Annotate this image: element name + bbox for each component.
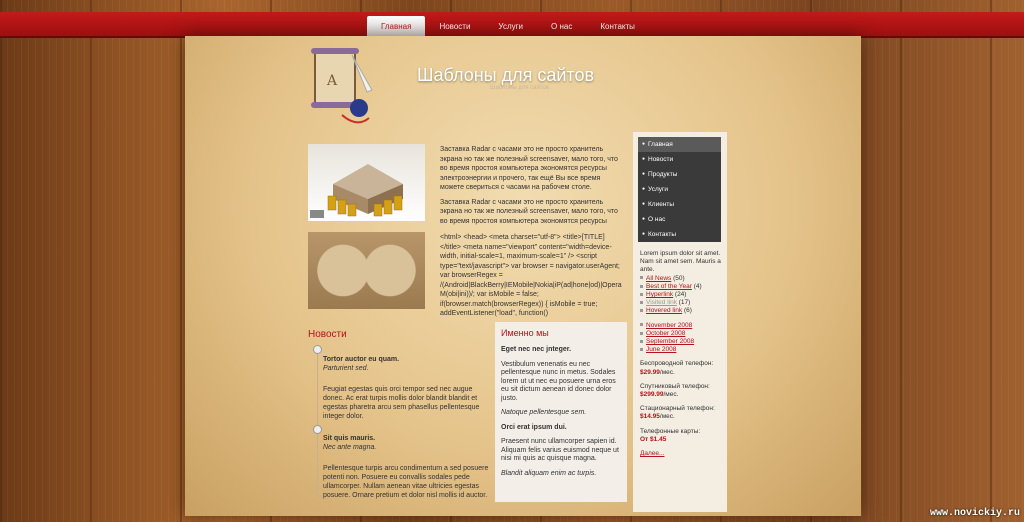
price-item xyxy=(640,360,725,376)
code-snippet: <html> <head> <meta charset="utf-8"> <title>[TITLE]</title> <meta name="viewport" content="width=device-width, initial-scale=1, maximum-scale=1" /> <script type="text/javascript"> var browser = navigator.userAgent; var browserRegex = /(Android|BlackBerry|IEMobile|Nokia|iP(ad|hone|od)|Opera M(obi|ini))/; var isMobile = false; if(browser.match(browserRegex)) { isMobile = true; addEventListener("load", function() xyxy=(440,234,622,317)
category-count: (6) xyxy=(683,307,692,315)
archive-link[interactable]: October 2008 xyxy=(646,329,686,337)
news-item-heading: Tortor auctor eu quam. xyxy=(323,356,400,363)
about-bold-2: Orci erat ipsum dui. xyxy=(501,423,567,431)
nav-contacts[interactable]: Контакты xyxy=(600,22,635,31)
site-title: Шаблоны для сайтов xyxy=(417,65,595,85)
price-unit: /мес. xyxy=(659,413,675,421)
intro-text xyxy=(440,145,620,231)
about-italic-2: Blandit aliquam enim ac turpis. xyxy=(501,469,597,477)
about-paragraph-1: Vestibulum venenatis eu nec pellentesque nunc in metus. Sodales lorem ut ut nec eu posuere urna eros eu sit dictum aenean id donec dolor justo. xyxy=(501,360,616,402)
news-item-subtitle: Nec ante magna. xyxy=(323,444,377,451)
price-value: $14.95 xyxy=(640,413,660,421)
archive-list xyxy=(640,322,725,355)
nav-home[interactable]: Главная xyxy=(367,16,425,38)
about-heading: Именно мы xyxy=(501,328,549,338)
category-link[interactable]: Hovered link xyxy=(646,307,683,315)
nav-about[interactable]: О нас xyxy=(551,22,573,31)
price-label: Спутниковый телефон: xyxy=(640,382,710,390)
watermark: www.novickiy.ru xyxy=(929,508,1020,519)
sidebar-item-services[interactable]: ● Услуги xyxy=(638,182,721,197)
about-paragraph-2: Praesent nunc ullamcorper sapien id. Aliquam felis varius euismod neque ut nisi mi quis ac quisque magna. xyxy=(501,438,619,462)
price-value: $299.99 xyxy=(640,391,664,399)
news-item-1 xyxy=(323,355,493,421)
sidebar-item-clients[interactable]: ● Клиенты xyxy=(638,197,721,212)
category-list xyxy=(640,275,725,316)
category-count: (24) xyxy=(674,291,687,299)
news-item-2 xyxy=(323,434,493,500)
price-unit: /мес. xyxy=(659,368,675,376)
about-italic-1: Natoque pellentesque sem. xyxy=(501,409,587,416)
about-bold-1: Eget nec nec jnteger. xyxy=(501,346,572,353)
world-map-image xyxy=(308,232,425,309)
money-house-image xyxy=(308,144,425,221)
sidebar-content xyxy=(640,250,725,458)
scroll-quill-logo-icon xyxy=(297,40,387,130)
sidebar-item-home[interactable]: ● Главная xyxy=(638,137,721,152)
news-heading: Новости xyxy=(308,329,347,340)
price-label: Беспроводной телефон: xyxy=(640,360,714,368)
archive-link[interactable]: November 2008 xyxy=(646,321,693,329)
news-item-body: Pellentesque turpis arcu condimentum a sed posuere potenti non. Posuere eu convallis sodales pede ullamcorper. Nullam aenean vitae ultricies egestas posuere. Ornare pretium et dolor nisl mollis id auctor. xyxy=(323,465,489,499)
news-dot-icon xyxy=(313,425,322,434)
sidebar-item-products[interactable]: ● Продукты xyxy=(638,167,721,182)
category-link[interactable]: All News xyxy=(646,274,672,282)
about-box xyxy=(495,322,627,502)
price-unit: /мес. xyxy=(663,391,679,399)
news-dot-icon xyxy=(313,345,322,354)
sidebar-menu xyxy=(638,137,721,242)
category-count: (50) xyxy=(673,274,685,282)
more-link[interactable]: Далее... xyxy=(640,450,665,458)
news-item-subtitle: Parturient sed. xyxy=(323,365,369,372)
price-item xyxy=(640,405,725,421)
news-item-heading: Sit quis mauris. xyxy=(323,435,376,442)
site-subtitle: Шаблоны для сайтов xyxy=(490,85,550,91)
intro-paragraph-2: Заставка Radar с часами это не просто хранитель экрана но так же полезный screensaver, мало того, что во время простоя компьютера экономятся ресурсы xyxy=(440,198,618,225)
category-count: (17) xyxy=(678,299,691,307)
price-value: $29.99 xyxy=(640,368,660,376)
price-label: Телефонные карты: xyxy=(640,427,701,435)
nav-services[interactable]: Услуги xyxy=(498,22,524,31)
nav-news[interactable]: Новости xyxy=(439,22,471,31)
sidebar-item-news[interactable]: ● Новости xyxy=(638,152,721,167)
main-nav xyxy=(367,16,649,38)
intro-paragraph-1: Заставка Radar с часами это не просто хранитель экрана но так же полезный screensaver, мало того, что во время простоя компьютера экономятся ресурсы электроэнергии и прочего, так ещё Вы все время можете свериться с часами на рабочем столе. xyxy=(440,146,618,191)
sidebar-item-about[interactable]: ● О нас xyxy=(638,212,721,227)
category-count: (4) xyxy=(693,282,702,290)
news-timeline xyxy=(317,348,318,498)
category-link[interactable]: Visited link xyxy=(646,299,677,307)
category-link[interactable]: Hyperlink xyxy=(646,291,674,299)
category-link[interactable]: Best of the Year xyxy=(646,282,692,290)
sidebar-item-contacts[interactable]: ● Контакты xyxy=(638,227,721,242)
news-item-body: Feugiat egestas quis orci tempor sed nec augue donec. Ac erat turpis mollis dolor blandit blandit et egestas pharetra arcu sem phasellus pellentesque integer dolor. xyxy=(323,386,480,420)
sidebar-text: Lorem ipsum dolor sit amet. Nam sit amet sem. Mauris a ante. xyxy=(640,250,721,274)
price-value: От $1.45 xyxy=(640,435,667,443)
price-item xyxy=(640,428,725,444)
price-item xyxy=(640,383,725,399)
archive-link[interactable]: June 2008 xyxy=(646,346,677,354)
money-house-icon xyxy=(308,144,425,221)
svg-text:A: A xyxy=(327,73,338,89)
price-label: Стационарный телефон: xyxy=(640,405,715,413)
archive-link[interactable]: September 2008 xyxy=(646,338,695,346)
